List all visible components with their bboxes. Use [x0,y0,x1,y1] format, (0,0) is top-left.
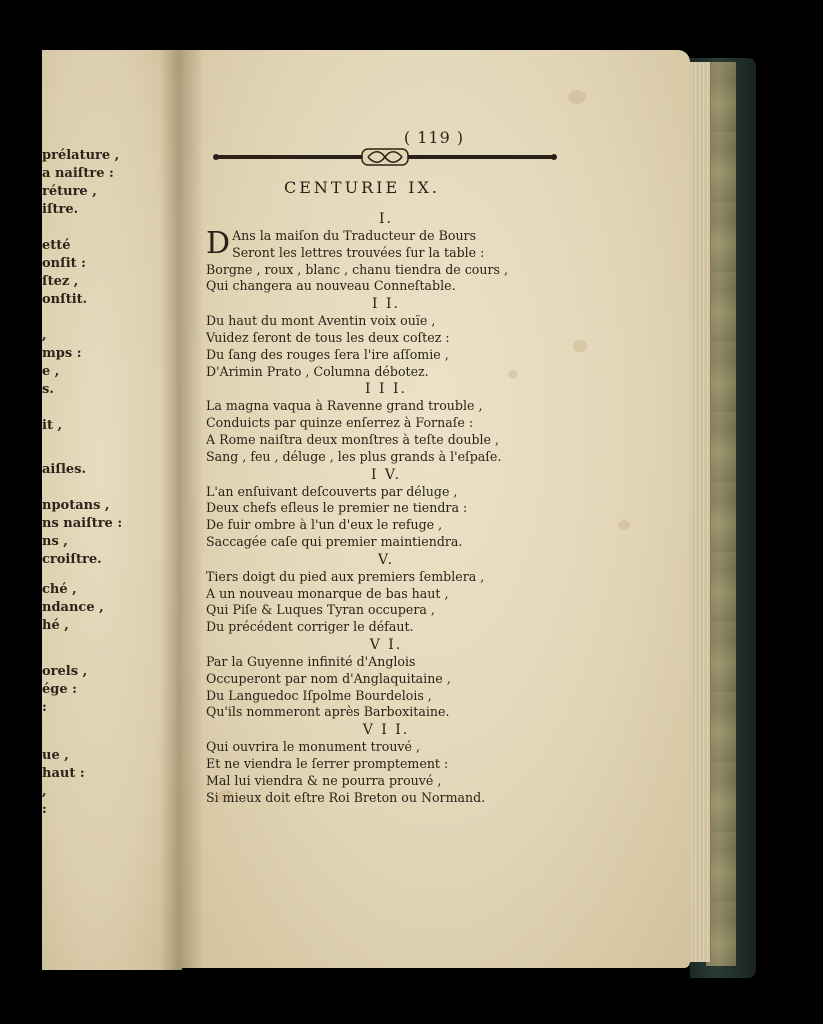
left-page-line: ns , [42,534,68,549]
verse-line: Saccagée caſe qui premier maintiendra. [206,533,463,549]
left-page-line: it , [42,418,62,433]
verse-line: De fuir ombre à l'un d'eux le refuge , [206,517,443,533]
left-page-line: aiſles. [42,462,87,477]
verse-line: La magna vaqua à Ravenne grand trouble , [206,398,483,414]
left-page-line: e , [42,364,60,379]
verse-line: Qu'ils nommeront après Barboxitaine. [206,704,450,720]
left-page-line: iſtre. [42,202,79,217]
verse-line: Et ne viendra le ſerrer promptement : [206,755,449,771]
left-page-line: a naiſtre : [42,166,114,181]
left-page-line: ns naiſtre : [42,516,123,531]
drop-cap: D [206,226,231,261]
left-page-line: onſtit. [42,292,88,307]
left-page-line: ndance , [42,600,104,615]
left-page-line: onſit : [42,256,86,271]
verse-line: A Rome naiſtra deux monſtres à teſte double , [206,431,499,447]
foxing-stain [573,340,587,352]
verse-line: Qui ouvrira le monument trouvé , [206,739,421,755]
quatrain-numeral: I V. [370,466,402,483]
verse-line: Borgne , roux , blanc , chanu tiendra de cours , [206,261,508,277]
verse-block [206,210,566,806]
left-page-line: etté [42,238,71,253]
quatrain-numeral: I I. [372,296,400,313]
left-page-line: mps : [42,346,82,361]
verse-line: Occuperont par nom d'Anglaquitaine , [206,670,451,686]
foxing-stain [618,520,630,530]
verse-line: Conduicts par quinze enſerrez à Fornaſe : [206,415,474,431]
verse-line: A un nouveau monarque de bas haut , [206,585,449,601]
century-heading: CENTURIE IX. [284,178,441,197]
verse-line: Mal lui viendra & ne pourra prouvé , [206,772,442,788]
quatrain-numeral: V. [377,551,395,568]
verse-line-text: Ans la maiſon du Traducteur de Bours [232,228,477,243]
left-page-line: haut : [42,766,85,781]
verse-line: D'Arimin Prato , Columna débotez. [206,363,429,379]
verse-line: L'an enſuivant deſcouverts par déluge , [206,483,458,499]
verse-line: Par la Guyenne infinité d'Anglois [206,653,416,669]
verse-line: Seront les lettres trouvées ſur la table : [232,244,485,260]
left-page-line: : [42,802,47,817]
right-page [178,50,690,968]
left-page-line: , [42,328,47,343]
left-page [42,50,182,970]
quatrain-numeral: V I I. [362,722,410,739]
quatrain-numeral: I. [379,211,393,227]
verse-line: Du ſang des rouges ſera l'ire aſſomie , [206,346,449,362]
verse-line: Sang , feu , déluge , les plus grands à l'eſpaſe. [206,448,502,464]
verse-line: Qui Piſe & Luques Tyran occupera , [206,602,435,618]
verse-line: Qui changera au nouveau Conneſtable. [206,278,456,294]
left-page-line: : [42,700,47,715]
left-page-line: npotans , [42,498,110,513]
verse-line: Vuidez ſeront de tous les deux coſtez : [206,329,450,345]
left-page-line: croiſtre. [42,552,102,567]
quatrain-numeral: V I. [369,636,403,653]
left-page-line: orels , [42,664,88,679]
verse-line: Du haut du mont Aventin voix ouïe , [206,313,436,329]
left-page-line: hé , [42,618,69,633]
left-page-line: prélature , [42,148,120,163]
left-page-line: ſtez , [42,274,79,289]
verse-line: Du précédent corriger le défaut. [206,619,414,635]
foxing-stain [568,90,586,104]
left-page-line: s. [42,382,54,397]
verse-line: Tiers doigt du pied aux premiers ſemblera , [206,568,485,584]
verse-line: Deux chefs eſleus le premier ne tiendra : [206,500,468,516]
left-page-line: , [42,784,47,799]
verse-line: Si mieux doit eſtre Roi Breton ou Normand. [206,789,486,805]
left-page-line: ue , [42,748,69,763]
left-page-line: ché , [42,582,77,597]
page-number: ( 119 ) [403,128,465,147]
verse-line: Du Languedoc Iſpolme Bourdelois , [206,687,432,703]
quatrain-numeral: I I I. [365,381,407,398]
ornamental-rule-icon [212,148,558,166]
left-page-line: réture , [42,184,97,199]
left-page-line: ége : [42,682,77,697]
